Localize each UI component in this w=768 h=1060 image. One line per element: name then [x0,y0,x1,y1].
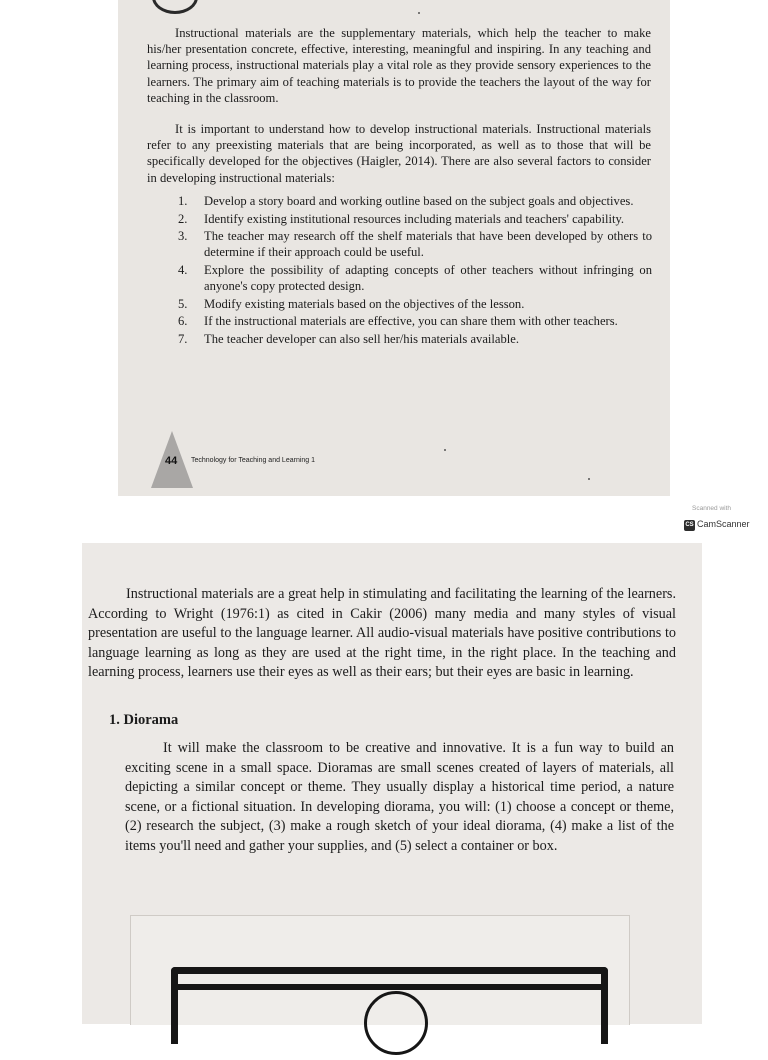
list-item: 6. If the instructional materials are effective, you can share them with other teachers. [178,314,618,329]
scanned-with-label: Scanned with [692,505,732,512]
paragraph-instructional-materials-intro: Instructional materials are the supplementary materials, which help the teacher to make his/her presentation concrete, effective, interesting, meaningful and inspiring. In any teaching and learning process, instructional materials play a vital role as they provide sensory experiences to the learners. The primary aim of teaching materials is to provide the teachers the layout of the way for teaching in the classroom. [147,26,651,105]
paragraph-diorama: It will make the classroom to be creative and innovative. It is a fun way to build an exciting scene in a small space. Dioramas are small scenes created of layers of materials, all depicting a similar concept or theme. They usually display a historical time period, a nature scene, or a fictional situation. In developing diorama, you will: (1) choose a concept or theme, (2) research the subject, (3) make a rough sketch of your ideal diorama, (4) make a list of the items you'll need and gather your supplies, and (5) select a container or box. [125,740,674,854]
camscanner-brand: CamScanner [697,519,750,529]
diorama-illustration [130,915,630,1025]
scan-speck [444,449,446,451]
camscanner-logo-icon: CS [684,520,695,531]
paragraph-developing-materials: It is important to understand how to develop instructional materials. Instructional materials refer to any preexisting materials that are being incorporated, as well as to those that will be specifically developed for the objectives (Haigler, 2014). There are also several factors to consider in developing instructional materials: [147,122,651,185]
scanned-page-bottom [82,543,702,1024]
diorama-circle-shape [364,991,428,1055]
scan-speck [418,12,420,14]
paragraph-instructional-materials-help: Instructional materials are a great help in stimulating and facilitating the learning of the learners. According to Wright (1976:1) as cited in Cakir (2006) many media and many styles of visual presentation are useful to the language learner. All audio-visual materials have positive contributions to language learning as long as they are used at the right time, in the right place. In the teaching and learning process, learners use their eyes as well as their ears; but their eyes are basic in learning. [88,586,676,681]
camscanner-watermark [676,505,756,535]
section-heading-diorama: 1. Diorama [109,712,179,728]
scanned-page-top [118,0,670,496]
list-item: 5. Modify existing materials based on the objectives of the lesson. [178,296,525,311]
list-item: 2. Identify existing institutional resources including materials and teachers' capability. [178,211,625,226]
running-footer-title: Technology for Teaching and Learning 1 [191,457,316,464]
list-item: 4. Explore the possibility of adapting concepts of other teachers without infringing on anyone's copy protected design. [178,262,652,294]
page-number: 44 [165,455,178,467]
page-corner-mark [152,0,198,14]
list-item: 1. Develop a story board and working outline based on the subject goals and objectives. [178,194,634,208]
list-item: 3. The teacher may research off the shelf materials that have been developed by others to determine if their approach could be useful. [178,229,652,260]
factors-list [178,193,652,349]
diorama-box-outline [171,967,608,1044]
scan-speck [588,478,590,480]
list-item: 7. The teacher developer can also sell her/his materials available. [178,331,520,346]
